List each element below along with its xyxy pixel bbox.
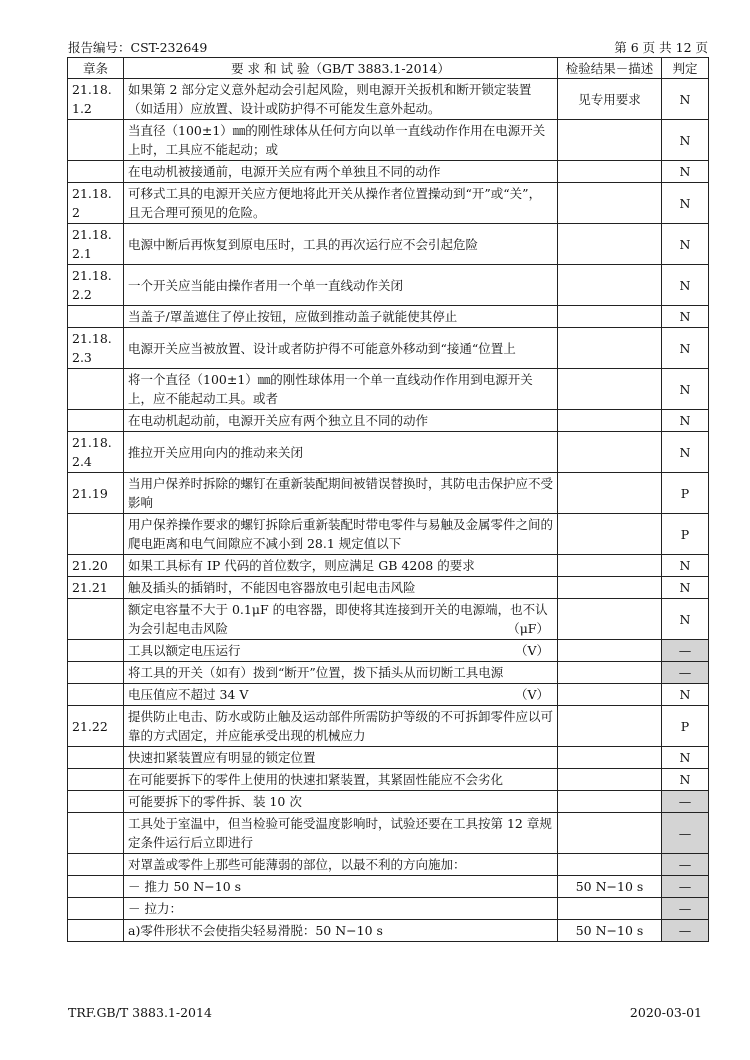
verdict-cell: — [662,813,709,854]
requirement-cell [124,854,558,876]
page-number: 第 6 页 共 12 页 [614,40,708,55]
verdict-cell: N [662,555,709,577]
result-cell [558,898,662,920]
clause-cell [68,898,124,920]
result-cell [558,432,662,473]
result-cell [558,747,662,769]
table-row [68,898,709,920]
result-cell [558,577,662,599]
requirement-cell [124,747,558,769]
clause-cell [68,306,124,328]
requirement-cell [124,432,558,473]
requirement-text: 当用户保养时拆除的螺钉在重新装配期间被错误替换时，其防电击保护应不受影响 [128,476,554,510]
requirement-text: 在可能要拆下的零件上使用的快速扣紧装置，其紧固性能应不会劣化 [128,772,504,787]
requirement-cell [124,265,558,306]
requirement-cell [124,577,558,599]
result-cell [558,410,662,432]
clause-cell: 21.18.1.2 [68,79,124,120]
requirement-cell [124,410,558,432]
unit-label: （V） [514,687,549,702]
clause-cell [68,876,124,898]
result-cell [558,306,662,328]
requirement-cell [124,876,558,898]
table-row [68,514,709,555]
requirements-table [67,57,709,942]
table-row [68,684,709,706]
table-row [68,854,709,876]
requirement-cell [124,898,558,920]
requirement-cell [124,662,558,684]
table-row [68,706,709,747]
requirement-text: 额定电容量不大于 0.1μF 的电容器，即使将其连接到开关的电源端，也不认为会引起电击风险 [128,602,548,636]
clause-cell: 21.21 [68,577,124,599]
requirement-text: 电源开关应当被放置、设计或者防护得不可能意外移动到“接通“位置上 [128,340,516,356]
clause-cell [68,747,124,769]
clause-cell [68,161,124,183]
form-number: TRF.GB/T 3883.1-2014 [68,1005,212,1020]
requirement-text: 将一个直径（100±1）㎜的刚性球体用一个单一直线动作作用到电源开关上，应不能起动工具。或者 [128,372,533,406]
result-cell [558,473,662,514]
verdict-cell: N [662,747,709,769]
requirement-text: 电压值应不超过 34 V [128,687,249,702]
result-cell: 见专用要求 [558,79,662,120]
clause-cell: 21.18.2.2 [68,265,124,306]
verdict-cell: — [662,854,709,876]
table-row [68,640,709,662]
table-row [68,555,709,577]
clause-cell [68,640,124,662]
table-row [68,306,709,328]
requirement-text: 当盖子/罩盖遮住了停止按钮，应做到推动盖子就能使其停止 [128,309,458,324]
requirement-text: 电源中断后再恢复到原电压时，工具的再次运行应不会引起危险 [128,236,479,252]
requirement-cell [124,224,558,265]
unit-label: （V） [514,643,549,658]
verdict-cell: — [662,640,709,662]
verdict-cell: N [662,161,709,183]
requirement-cell [124,161,558,183]
result-cell [558,706,662,747]
requirement-text: 触及插头的插销时，不能因电容器放电引起电击风险 [128,580,416,595]
requirement-text: － 拉力： [128,901,182,916]
table-row [68,369,709,410]
requirement-cell [124,328,558,369]
report-number: 报告编号：CST-232649 [68,40,208,55]
clause-cell: 21.18.2.3 [68,328,124,369]
requirement-text: 用户保养操作要求的螺钉拆除后重新装配时带电零件与易触及金属零件之间的爬电距离和电气间隙应不减小到 28.1 规定值以下 [128,517,554,551]
verdict-cell: P [662,706,709,747]
table-header-row [68,58,709,79]
requirement-text: 提供防止电击、防水或防止触及运动部件所需防护等级的不可拆卸零件应以可靠的方式固定，并应能承受出现的机械应力 [128,709,554,743]
result-cell: 50 N−10 s [558,876,662,898]
requirement-text: 工具处于室温中，但当检验可能受温度影响时，试验还要在工具按第 12 章规定条件运行后立即进行 [128,816,552,850]
requirement-text: 在电动机起动前，电源开关应有两个独立且不同的动作 [128,413,429,428]
result-cell [558,662,662,684]
unit-label: （μF） [507,621,549,636]
verdict-cell: N [662,183,709,224]
table-row [68,265,709,306]
result-cell [558,769,662,791]
requirement-text: 推拉开关应用向内的推动来关闭 [128,444,304,460]
verdict-cell: N [662,599,709,640]
result-cell [558,514,662,555]
requirement-text: 工具以额定电压运行 [128,643,241,658]
requirement-cell [124,706,558,747]
clause-cell: 21.18.2.1 [68,224,124,265]
clause-cell [68,120,124,161]
verdict-cell: N [662,410,709,432]
requirement-text: 如果第 2 部分定义意外起动会引起风险，则电源开关扳机和断开锁定装置（如适用）应放置、设计或防护得不可能发生意外起动。 [128,82,532,116]
requirement-cell [124,306,558,328]
table-row [68,120,709,161]
requirement-cell [124,640,558,662]
result-cell [558,265,662,306]
result-cell [558,161,662,183]
verdict-cell: N [662,224,709,265]
requirement-text: 在电动机被接通前，电源开关应有两个单独且不同的动作 [128,164,441,179]
column-header-requirement: 要 求 和 试 验（GB/T 3883.1-2014） [124,58,558,79]
table-row [68,876,709,898]
table-row [68,79,709,120]
verdict-cell: N [662,369,709,410]
result-cell [558,328,662,369]
requirement-cell [124,791,558,813]
clause-cell [68,514,124,555]
requirement-text: 当直径（100±1）㎜的刚性球体从任何方向以单一直线动作作用在电源开关上时，工具应不能起动；或 [128,123,546,157]
column-header-verdict: 判定 [662,58,709,79]
verdict-cell: P [662,473,709,514]
table-row [68,599,709,640]
clause-cell [68,662,124,684]
table-row [68,791,709,813]
result-cell [558,183,662,224]
verdict-cell: N [662,577,709,599]
table-row [68,410,709,432]
verdict-cell: N [662,120,709,161]
table-row [68,224,709,265]
requirement-text: － 推力 50 N−10 s [128,879,242,894]
table-row [68,662,709,684]
clause-cell: 21.18.2 [68,183,124,224]
clause-cell [68,813,124,854]
requirement-cell [124,79,558,120]
clause-cell [68,410,124,432]
verdict-cell: N [662,79,709,120]
verdict-cell: N [662,769,709,791]
table-row [68,328,709,369]
requirement-text: 一个开关应当能由操作者用一个单一直线动作关闭 [128,277,404,293]
requirement-cell [124,183,558,224]
clause-cell [68,920,124,942]
requirement-text: 可移式工具的电源开关应方便地将此开关从操作者位置操动到“开”或“关”，且无合理可预见的危险。 [128,186,542,220]
requirement-text: 对罩盖或零件上那些可能薄弱的部位，以最不利的方向施加： [128,857,466,872]
table-row [68,161,709,183]
table-row [68,920,709,942]
table-row [68,769,709,791]
clause-cell: 21.22 [68,706,124,747]
table-row [68,432,709,473]
verdict-cell: — [662,662,709,684]
requirement-cell [124,473,558,514]
result-cell [558,684,662,706]
verdict-cell: P [662,514,709,555]
requirement-cell [124,684,558,706]
page-header [68,38,708,58]
requirement-text: 快速扣紧装置应有明显的锁定位置 [128,750,316,765]
clause-cell [68,769,124,791]
result-cell: 50 N−10 s [558,920,662,942]
clause-cell: 21.18.2.4 [68,432,124,473]
verdict-cell: — [662,920,709,942]
requirement-text: 将工具的开关（如有）拨到“断开”位置，拨下插头从而切断工具电源 [128,665,504,680]
requirement-text: a)零件形状不会使指尖轻易滑脱：50 N−10 s [128,923,383,938]
clause-cell [68,599,124,640]
verdict-cell: — [662,898,709,920]
result-cell [558,599,662,640]
clause-cell: 21.19 [68,473,124,514]
verdict-cell: — [662,791,709,813]
clause-cell [68,369,124,410]
requirement-cell [124,120,558,161]
result-cell [558,120,662,161]
requirement-text: 如果工具标有 IP 代码的首位数字，则应满足 GB 4208 的要求 [128,558,475,573]
requirement-text: 可能要拆下的零件拆、装 10 次 [128,794,302,809]
result-cell [558,640,662,662]
clause-cell [68,684,124,706]
form-date: 2020-03-01 [629,1005,702,1020]
clause-cell [68,791,124,813]
table-row [68,473,709,514]
verdict-cell: N [662,432,709,473]
table-row [68,813,709,854]
clause-cell: 21.20 [68,555,124,577]
result-cell [558,555,662,577]
requirement-cell [124,514,558,555]
verdict-cell: N [662,265,709,306]
table-row [68,577,709,599]
requirement-cell [124,813,558,854]
result-cell [558,813,662,854]
verdict-cell: N [662,306,709,328]
verdict-cell: — [662,876,709,898]
clause-cell [68,854,124,876]
column-header-clause: 章条 [68,58,124,79]
column-header-result: 检验结果－描述 [558,58,662,79]
result-cell [558,854,662,876]
requirement-cell [124,920,558,942]
requirement-cell [124,769,558,791]
result-cell [558,369,662,410]
table-row [68,747,709,769]
result-cell [558,224,662,265]
verdict-cell: N [662,328,709,369]
requirement-cell [124,369,558,410]
requirement-cell [124,555,558,577]
table-row [68,183,709,224]
requirement-cell [124,599,558,640]
verdict-cell: N [662,684,709,706]
result-cell [558,791,662,813]
